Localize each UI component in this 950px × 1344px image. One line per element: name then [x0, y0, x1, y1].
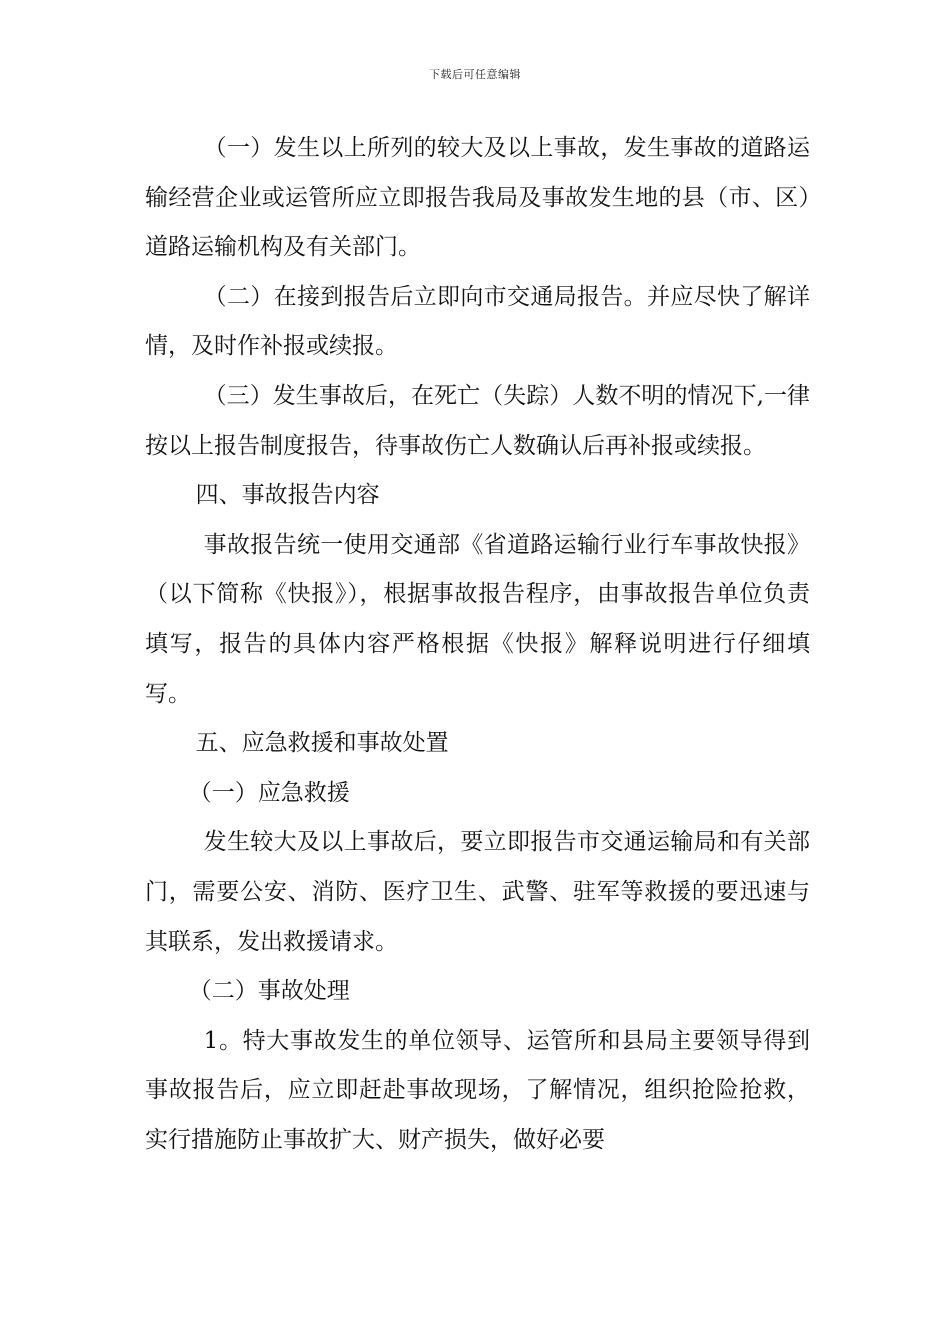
subheading-emergency-rescue: （一）应急救援 — [188, 779, 350, 806]
paragraph-report-item-3: （三）发生事故后，在死亡（失踪）人数不明的情况下,一律按以上报告制度报告，待事故伤亡人数确认后再补报或续报。 — [145, 382, 810, 459]
subheading-accident-handling: （二）事故处理 — [188, 978, 350, 1005]
paragraph-emergency-rescue: 发生较大及以上事故后，要立即报告市交通运输局和有关部门，需要公安、消防、医疗卫生、武警、驻军等救援的要迅速与其联系，发出救援请求。 — [145, 829, 810, 955]
section-heading-report-content: 四、事故报告内容 — [195, 482, 380, 509]
section-heading-emergency-rescue: 五、应急救援和事故处置 — [195, 730, 449, 757]
paragraph-report-item-1: （一）发生以上所列的较大及以上事故，发生事故的道路运输经营企业或运管所应立即报告我局及事故发生地的县（市、区）道路运输机构及有关部门。 — [145, 135, 810, 261]
paragraph-report-item-2: （二）在接到报告后立即向市交通局报告。并应尽快了解详情，及时作补报或续报。 — [145, 283, 810, 360]
paragraph-accident-handling-1: 1。特大事故发生的单位领导、运管所和县局主要领导得到事故报告后，应立即赶赴事故现场，了解情况，组织抢险抢救，实行措施防止事故扩大、财产损失，做好必要 — [145, 1027, 810, 1153]
document-body — [145, 124, 810, 1165]
paragraph-report-content: 事故报告统一使用交通部《省道路运输行业行车事故快报》（以下简称《快报》），根据事故报告程序，由事故报告单位负责填写，报告的具体内容严格根据《快报》解释说明进行仔细填写。 — [145, 531, 810, 707]
page-header-note: 下载后可任意编辑 — [429, 68, 521, 81]
